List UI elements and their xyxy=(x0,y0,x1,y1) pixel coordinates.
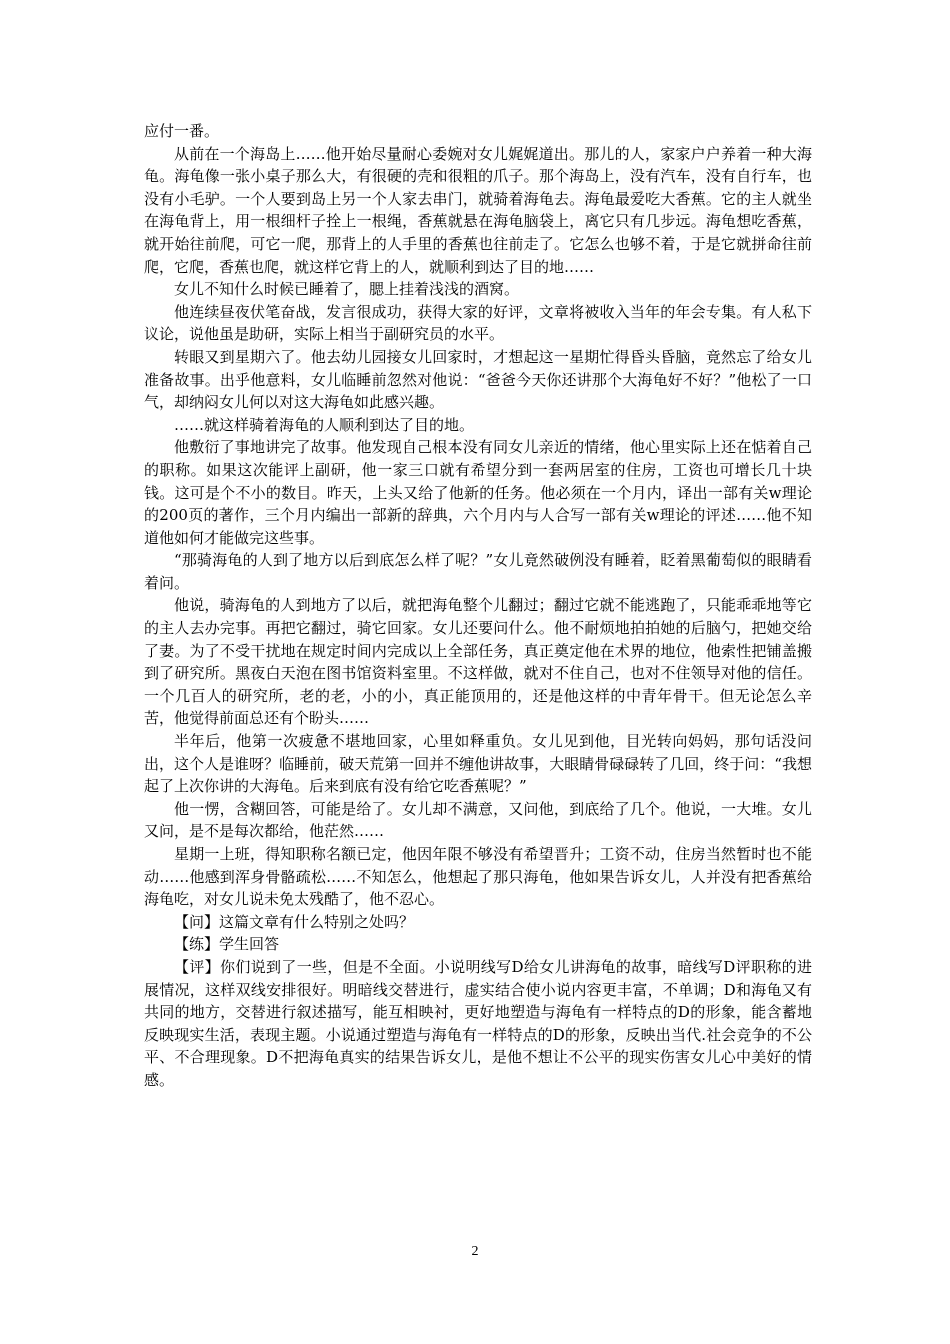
paragraph-4: 他连续昼夜伏笔奋战，发言很成功，获得大家的好评，文章将被收入当年的年会专集。有人私下议论，说他虽是助研，实际上相当于副研究员的水平。 xyxy=(144,302,812,344)
paragraph-11: 他一愣，含糊回答，可能是给了。女儿却不满意，又问他，到底给了几个。他说，一大堆。女儿又问，是不是每次都给，他茫然…… xyxy=(144,799,812,841)
paragraph-3: 女儿不知什么时候已睡着了，腮上挂着浅浅的酒窝。 xyxy=(174,280,520,299)
paragraph-7: 他敷衍了事地讲完了故事。他发现自己根本没有同女儿亲近的情绪，他心里实际上还在惦着自己的职称。如果这次能评上副研，他一家三口就有希望分到一套两居室的住房，工资也可增长几十块钱。这可是个不小的数目。昨天，上头又给了他新的任务。他必须在一个月内，译出一部有关w理论的200页的著作，三个月内编出一部新的辞典，六个月内与人合写一部有关w理论的评述……他不知道他如何才能做完这些事。 xyxy=(144,438,812,547)
paragraph-10: 半年后，他第一次疲惫不堪地回家，心里如释重负。女儿见到他，目光转向妈妈，那句话没问出，这个人是谁呀？临睡前，破天荒第一回并不缠他讲故事，大眼睛骨碌碌转了几回，终于问：“我想起了上次你讲的大海龟。后来到底有没有给它吃香蕉呢？” xyxy=(144,732,812,796)
paragraph-6: ……就这样骑着海龟的人顺利到达了目的地。 xyxy=(174,415,475,434)
question-line: 【问】这篇文章有什么特别之处吗？ xyxy=(174,912,415,931)
comment-paragraph: 【评】你们说到了一些，但是不全面。小说明线写D给女儿讲海龟的故事，暗线写D评职称的进展情况，这样双线安排很好。明暗线交替进行，虚实结合使小说内容更丰富，不单调；D和海龟又有共同的地方，交替进行叙述描写，能互相映衬，更好地塑造与海龟有一样特点的D的形象，能含蓄地反映现实生活，表现主题。小说通过塑造与海龟有一样特点的D的形象，反映出当代.社会竞争的不公平、不合理现象。D不把海龟真实的结果告诉女儿，是他不想让不公平的现实伤害女儿心中美好的情感。 xyxy=(144,957,812,1089)
paragraph-2: 从前在一个海岛上……他开始尽量耐心委婉对女儿娓娓道出。那儿的人，家家户户养着一种大海龟。海龟像一张小桌子那么大，有很硬的壳和很粗的爪子。那个海岛上，没有汽车，没有自行车，也没有小毛驴。一个人要到岛上另一个人家去串门，就骑着海龟去。海龟最爱吃大香蕉。它的主人就坐在海龟背上，用一根细杆子拴上一根绳，香蕉就悬在海龟脑袋上，离它只有几步远。海龟想吃香蕉，就开始往前爬，可它一爬，那背上的人手里的香蕉也往前走了。它怎么也够不着，于是它就拼命往前爬，它爬，香蕉也爬，就这样它背上的人，就顺利到达了目的地…… xyxy=(144,144,812,276)
document-body xyxy=(144,120,812,1092)
page-number: 2 xyxy=(471,1244,479,1259)
paragraph-8: “那骑海龟的人到了地方以后到底怎么样了呢？”女儿竟然破例没有睡着，眨着黑葡萄似的眼睛看着问。 xyxy=(144,551,812,592)
paragraph-9: 他说，骑海龟的人到地方了以后，就把海龟整个儿翻过；翻过它就不能逃跑了，只能乖乖地等它的主人去办完事。再把它翻过，骑它回家。女儿还要问什么。他不耐烦地拍拍她的后脑勺，把她交给了妻。为了不受干扰地在规定时间内完成以上全部任务，真正奠定他在术界的地位，他索性把铺盖搬到了研究所。黑夜白天泡在图书馆资料室里。不这样做，就对不住自己，也对不住领导对他的信任。一个几百人的研究所，老的老，小的小，真正能顶用的，还是他这样的中青年骨干。但无论怎么辛苦，他觉得前面总还有个盼头…… xyxy=(144,596,812,728)
paragraph-1: 应付一番。 xyxy=(144,122,220,140)
practice-line: 【练】学生回答 xyxy=(174,935,280,954)
paragraph-5: 转眼又到星期六了。他去幼儿园接女儿回家时，才想起这一星期忙得昏头昏脑，竟然忘了给女儿准备故事。出乎他意料，女儿临睡前忽然对他说：“爸爸今天你还讲那个大海龟好不好？”他松了一口气，却纳闷女儿何以对这大海龟如此感兴趣。 xyxy=(144,347,812,412)
paragraph-12: 星期一上班，得知职称名额已定，他因年限不够没有希望晋升；工资不动，住房当然暂时也不能动……他感到浑身骨骼疏松……不知怎么，他想起了那只海龟，他如果告诉女儿，人并没有把香蕉给海龟吃，对女儿说未免太残酷了，他不忍心。 xyxy=(144,845,812,909)
